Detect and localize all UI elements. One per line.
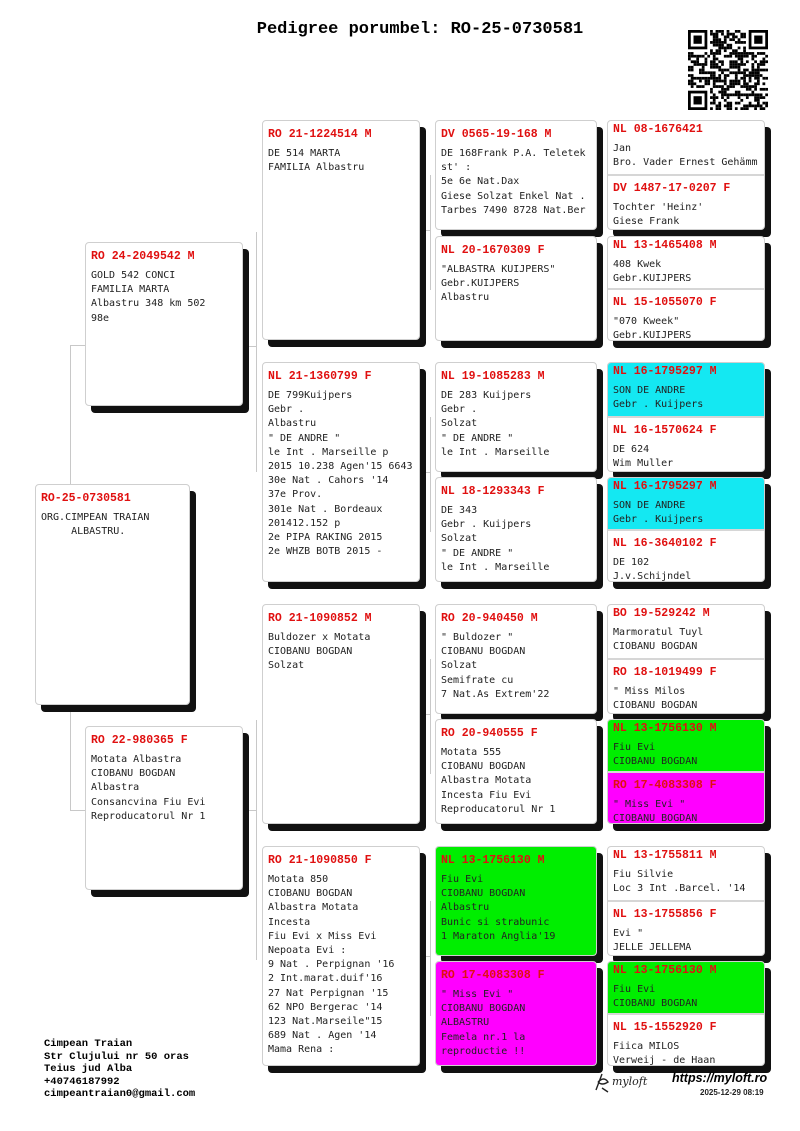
pigeon-note: Gebr . Kuijpers [613, 514, 704, 526]
great-great-grandparents-card[interactable] [607, 846, 765, 956]
ring-number: NL 16-1795297 M [613, 365, 717, 378]
great-grandparent-card[interactable] [435, 120, 597, 230]
connector-line [601, 871, 602, 921]
pigeon-note: 1 Maraton Anglia'19 [441, 930, 556, 942]
pigeon-note: 98e [91, 312, 110, 324]
connector-line [597, 412, 601, 413]
pigeon-note: " DE ANDRE " [441, 547, 514, 559]
pigeon-note: CIOBANU BOGDAN [91, 768, 176, 780]
pigeon-note: FAMILIA MARTA [91, 284, 170, 296]
ring-number: DV 1487-17-0207 F [613, 182, 731, 195]
pigeon-note: CIOBANU BOGDAN [441, 1003, 526, 1015]
ancestor-entry [608, 237, 764, 288]
pigeon-note: 7 Nat.As Extrem'22 [441, 688, 550, 700]
ring-number: NL 20-1670309 F [441, 244, 545, 257]
great-great-grandparents-card[interactable] [607, 236, 765, 341]
ancestor-entry [608, 771, 764, 824]
pigeon-note: st' : [441, 162, 472, 174]
ring-number: NL 13-1756130 M [613, 722, 717, 735]
ancestor-entry [608, 1013, 764, 1066]
pigeon-note: FAMILIA Albastru [268, 162, 365, 174]
pigeon-note: DE 514 MARTA [268, 148, 341, 159]
pigeon-note: Loc 3 Int .Barcel. '14 [613, 883, 746, 895]
pigeon-note: Gebr.KUIJPERS [613, 273, 692, 285]
pigeon-note: Albastra Motata [268, 902, 359, 914]
connector-line [601, 629, 602, 679]
pigeon-note: Albastru [441, 902, 490, 914]
ring-number: NL 16-1795297 M [613, 480, 717, 493]
great-grandparent-card[interactable] [435, 362, 597, 472]
contact-city: Teius jud Alba [44, 1063, 133, 1075]
pigeon-note: 689 Nat . Agen '14 [268, 1030, 377, 1042]
pigeon-note: Evi " [613, 928, 644, 939]
pigeon-note: " Miss Milos [613, 686, 686, 697]
ring-number: NL 15-1055070 F [613, 296, 717, 309]
connector-line [70, 705, 71, 810]
ring-number: NL 15-1552920 F [613, 1021, 717, 1034]
parent-card[interactable] [85, 726, 243, 890]
grandparent-content [263, 847, 419, 1058]
contact-street: Str Clujului nr 50 oras [44, 1050, 189, 1063]
pigeon-note: Tarbes 7490 8728 Nat.Ber [441, 204, 586, 216]
ring-number: RO 24-2049542 M [91, 250, 195, 263]
pigeon-note: DE 168Frank P.A. Teletek [441, 148, 586, 159]
pigeon-note: Reproducatorul Nr 1 [91, 810, 206, 822]
connector-line [597, 654, 601, 655]
myloft-logo [592, 1068, 662, 1094]
grandparent-content [263, 605, 419, 674]
pigeon-note: Gebr.KUIJPERS [441, 278, 520, 290]
pigeon-note: Jan [613, 143, 632, 154]
svg-text:myloft: myloft [612, 1075, 648, 1088]
pigeon-note: Gebr . [441, 404, 478, 416]
grandparent-card[interactable] [262, 120, 420, 340]
pigeon-note: Motata Albastra [91, 754, 182, 765]
connector-line [430, 901, 431, 1016]
pigeon-note: Femela nr.1 la [441, 1031, 526, 1043]
pigeon-note: DE 283 Kuijpers [441, 390, 532, 401]
great-grandparent-content [436, 605, 596, 713]
pigeon-note: 123 Nat.Marseile"15 [268, 1016, 383, 1028]
ring-number: NL 16-3640102 F [613, 537, 717, 550]
ring-number: NL 21-1360799 F [268, 370, 372, 383]
pigeon-note: Fiu Evi x Miss Evi [268, 930, 377, 942]
pigeon-note: Solzat [268, 660, 305, 672]
ring-number: RO 21-1224514 M [268, 128, 372, 141]
connector-line [601, 744, 602, 794]
ring-number: RO-25-0730581 [41, 492, 131, 505]
ancestor-entry [608, 658, 764, 714]
connector-line [597, 527, 601, 528]
great-grandparent-card[interactable] [435, 604, 597, 714]
pigeon-note: SON DE ANDRE [613, 500, 686, 511]
ring-number: NL 13-1756130 M [441, 854, 545, 867]
ring-number: DV 0565-19-168 M [441, 128, 552, 141]
connector-line [601, 261, 602, 311]
ancestor-entry [608, 363, 764, 416]
contact-phone: +40746187992 [44, 1075, 120, 1088]
pigeon-note: Albastru [268, 418, 317, 430]
pigeon-note: 27 Nat Perpignan '15 [268, 987, 389, 999]
ring-number: RO 20-940555 F [441, 727, 538, 740]
ring-number: RO 21-1090852 M [268, 612, 372, 625]
parent-card[interactable] [85, 242, 243, 406]
pigeon-note: Fiica MILOS [613, 1041, 680, 1052]
ring-number: NL 08-1676421 [613, 123, 703, 136]
grandparent-card[interactable] [262, 362, 420, 582]
connector-line [430, 175, 431, 290]
pigeon-note: SON DE ANDRE [613, 385, 686, 396]
pigeon-note: Motata 555 [441, 747, 502, 758]
pigeon-note: GOLD 542 CONCI [91, 270, 176, 281]
pigeon-note: Gebr . Kuijpers [613, 399, 704, 411]
subject-card[interactable] [35, 484, 190, 705]
pigeon-note: " Miss Evi " [613, 799, 686, 810]
connector-line [70, 810, 85, 811]
pigeon-note: Fiu Evi [613, 984, 656, 995]
pigeon-note: " DE ANDRE " [441, 432, 514, 444]
pigeon-note: 5e 6e Nat.Dax [441, 176, 520, 188]
connector-line [597, 170, 601, 171]
pigeon-note: " DE ANDRE " [268, 432, 341, 444]
pigeon-note: ALBASTRU [441, 1017, 490, 1029]
ring-number: RO 17-4083308 F [613, 779, 717, 792]
contact-name: Cimpean Traian [44, 1038, 133, 1050]
ancestor-entry [608, 847, 764, 900]
great-grandparent-card[interactable] [435, 719, 597, 824]
ancestor-entry [608, 288, 764, 341]
ring-number: RO 17-4083308 F [441, 969, 545, 982]
pigeon-note: Giese Solzat Enkel Nat . [441, 190, 586, 202]
great-great-grandparents-card[interactable] [607, 477, 765, 582]
pigeon-note: CIOBANU BOGDAN [268, 646, 353, 658]
great-grandparent-content [436, 962, 596, 1065]
ring-number: RO 22-980365 F [91, 734, 188, 747]
connector-line [420, 230, 430, 231]
ancestor-entry [608, 174, 764, 230]
connector-line [70, 345, 85, 346]
ring-number: NL 19-1085283 M [441, 370, 545, 383]
subject-content [36, 485, 189, 539]
pigeon-note: CIOBANU BOGDAN [441, 761, 526, 773]
ancestor-entry [608, 478, 764, 529]
grandparent-card[interactable] [262, 846, 420, 1066]
owner-contact [44, 1038, 195, 1101]
pigeon-note: Buldozer x Motata [268, 632, 371, 643]
pigeon-note: Semifrate cu [441, 674, 514, 686]
pigeon-note: DE 343 [441, 505, 478, 516]
pigeon-note: 62 NPO Bergerac '14 [268, 1001, 383, 1013]
connector-line [597, 286, 601, 287]
pigeon-note: J.v.Schijndel [613, 571, 692, 582]
pigeon-note: JELLE JELLEMA [613, 942, 692, 954]
pigeon-note: le Int . Marseille [441, 561, 550, 573]
pigeon-note: Marmoratul Tuyl [613, 627, 704, 638]
site-link[interactable]: https://myloft.ro [672, 1071, 768, 1085]
pigeon-note: 301e Nat . Bordeaux [268, 503, 383, 515]
connector-line [70, 345, 71, 484]
ancestor-entry [608, 605, 764, 658]
pigeon-note: le Int . Marseille [441, 446, 550, 458]
pigeon-note: Bunic si strabunic [441, 916, 550, 928]
pigeon-note: " Buldozer " [441, 632, 514, 643]
great-great-grandparents-card[interactable] [607, 961, 765, 1066]
pigeon-note: 9 Nat . Perpignan '16 [268, 959, 395, 971]
ring-number: NL 13-1465408 M [613, 239, 717, 252]
pigeon-note: CIOBANU BOGDAN [613, 813, 698, 824]
great-great-grandparents-card[interactable] [607, 719, 765, 824]
great-grandparent-content [436, 478, 596, 581]
pigeon-note: CIOBANU BOGDAN [613, 756, 698, 768]
great-grandparent-card[interactable] [435, 961, 597, 1066]
great-grandparent-card[interactable] [435, 477, 597, 582]
pigeon-note: ORG.CIMPEAN TRAIAN [41, 512, 150, 523]
pigeon-note: le Int . Marseille p [268, 446, 389, 458]
pigeon-note: Wim Muller [613, 458, 674, 470]
ancestor-entry [608, 121, 764, 174]
pigeon-note: Bro. Vader Ernest Gehämm [613, 157, 758, 169]
ring-number: NL 13-1755811 M [613, 849, 717, 862]
connector-line [430, 417, 431, 532]
connector-line [256, 232, 257, 472]
pigeon-note: Nepoata Evi : [268, 945, 347, 957]
connector-line [243, 346, 256, 347]
ancestor-entry [608, 962, 764, 1013]
parent-content [86, 243, 242, 326]
pigeon-note: " Miss Evi " [441, 989, 514, 1000]
connector-line [256, 720, 257, 960]
connector-line [420, 714, 430, 715]
ring-number: RO 21-1090850 F [268, 854, 372, 867]
connector-line [601, 145, 602, 195]
pigeon-note: Albastra [91, 782, 140, 794]
ancestor-entry [608, 720, 764, 771]
pigeon-note: Verweij - de Haan [613, 1055, 716, 1066]
pigeon-note: Solzat [441, 533, 478, 545]
grandparent-content [263, 121, 419, 175]
pigeon-note: 201412.152 p [268, 517, 341, 529]
pigeon-note: DE 624 [613, 444, 650, 455]
great-grandparent-content [436, 720, 596, 823]
great-great-grandparents-card[interactable] [607, 604, 765, 714]
connector-line [243, 810, 256, 811]
pigeon-note: Albastra Motata [441, 775, 532, 787]
parent-content [86, 727, 242, 824]
print-date: 2025-12-29 08:19 [700, 1088, 764, 1097]
grandparent-content [263, 363, 419, 559]
pigeon-note: Gebr . Kuijpers [441, 519, 532, 531]
ring-number: RO 20-940450 M [441, 612, 538, 625]
connector-line [597, 1011, 601, 1012]
pigeon-note: Consancvina Fiu Evi [91, 796, 206, 808]
page-title: Pedigree porumbel: RO-25-0730581 [256, 20, 584, 39]
pigeon-note: 2e PIPA RAKING 2015 [268, 532, 383, 544]
connector-line [420, 956, 430, 957]
connector-line [420, 472, 430, 473]
ancestor-entry [608, 416, 764, 472]
great-great-grandparents-card[interactable] [607, 362, 765, 472]
great-great-grandparents-card[interactable] [607, 120, 765, 230]
pigeon-note: CIOBANU BOGDAN [441, 888, 526, 900]
connector-line [597, 896, 601, 897]
pigeon-note: DE 102 [613, 557, 650, 568]
pigeon-note: Fiu Silvie [613, 869, 674, 880]
pigeon-note: Fiu Evi [441, 874, 484, 885]
pigeon-note: 2e WHZB BOTB 2015 - [268, 546, 383, 558]
pigeon-note: 2015 10.238 Agen'15 6643 [268, 461, 413, 473]
connector-line [430, 659, 431, 774]
pigeon-note: CIOBANU BOGDAN [613, 700, 698, 712]
pigeon-note: Motata 850 [268, 874, 329, 885]
qr-code [688, 30, 768, 110]
pigeon-note: Mama Rena : [268, 1044, 335, 1056]
connector-line [601, 986, 602, 1036]
pigeon-note: ALBASTRU. [41, 526, 126, 538]
great-grandparent-content [436, 121, 596, 229]
great-grandparent-card[interactable] [435, 236, 597, 341]
pigeon-note: 30e Nat . Cahors '14 [268, 475, 389, 487]
great-grandparent-content [436, 237, 596, 340]
pigeon-note: CIOBANU BOGDAN [613, 641, 698, 653]
ring-number: NL 16-1570624 F [613, 424, 717, 437]
pigeon-note: "ALBASTRA KUIJPERS" [441, 264, 556, 275]
pigeon-note: Reproducatorul Nr 1 [441, 803, 556, 815]
pigeon-note: Solzat [441, 418, 478, 430]
pigeon-note: Albastru [441, 292, 490, 304]
ring-number: BO 19-529242 M [613, 607, 710, 620]
great-grandparent-content [436, 847, 596, 955]
pigeon-note: CIOBANU BOGDAN [441, 646, 526, 658]
pigeon-note: CIOBANU BOGDAN [268, 888, 353, 900]
ring-number: RO 18-1019499 F [613, 666, 717, 679]
pigeon-note: CIOBANU BOGDAN [613, 998, 698, 1010]
great-grandparent-content [436, 363, 596, 471]
pigeon-note: Albastru 348 km 502 [91, 298, 206, 310]
pigeon-note: Tochter 'Heinz' [613, 202, 704, 213]
pigeon-note: Gebr . [268, 404, 305, 416]
connector-line [601, 502, 602, 552]
pigeon-note: 37e Prov. [268, 489, 323, 501]
ring-number: NL 13-1756130 M [613, 964, 717, 977]
pigeon-note: Solzat [441, 660, 478, 672]
pigeon-note: "070 Kweek" [613, 316, 680, 327]
great-grandparent-card[interactable] [435, 846, 597, 956]
connector-line [601, 387, 602, 437]
ancestor-entry [608, 529, 764, 582]
pigeon-note: 2 Int.marat.duif'16 [268, 973, 383, 985]
pigeon-note: Incesta Fiu Evi [441, 789, 532, 801]
pigeon-note: Incesta [268, 916, 311, 928]
grandparent-card[interactable] [262, 604, 420, 824]
contact-email[interactable]: cimpeantraian0@gmail.com [44, 1088, 196, 1100]
connector-line [597, 769, 601, 770]
pigeon-note: Fiu Evi [613, 742, 656, 753]
pigeon-note: 408 Kwek [613, 259, 662, 270]
pigeon-note: DE 799Kuijpers [268, 390, 353, 401]
ring-number: NL 13-1755856 F [613, 908, 717, 921]
ancestor-entry [608, 900, 764, 956]
pigeon-note: reproductie !! [441, 1045, 526, 1057]
pigeon-note: Gebr.KUIJPERS [613, 330, 692, 341]
ring-number: NL 18-1293343 F [441, 485, 545, 498]
pigeon-note: Giese Frank [613, 216, 680, 228]
